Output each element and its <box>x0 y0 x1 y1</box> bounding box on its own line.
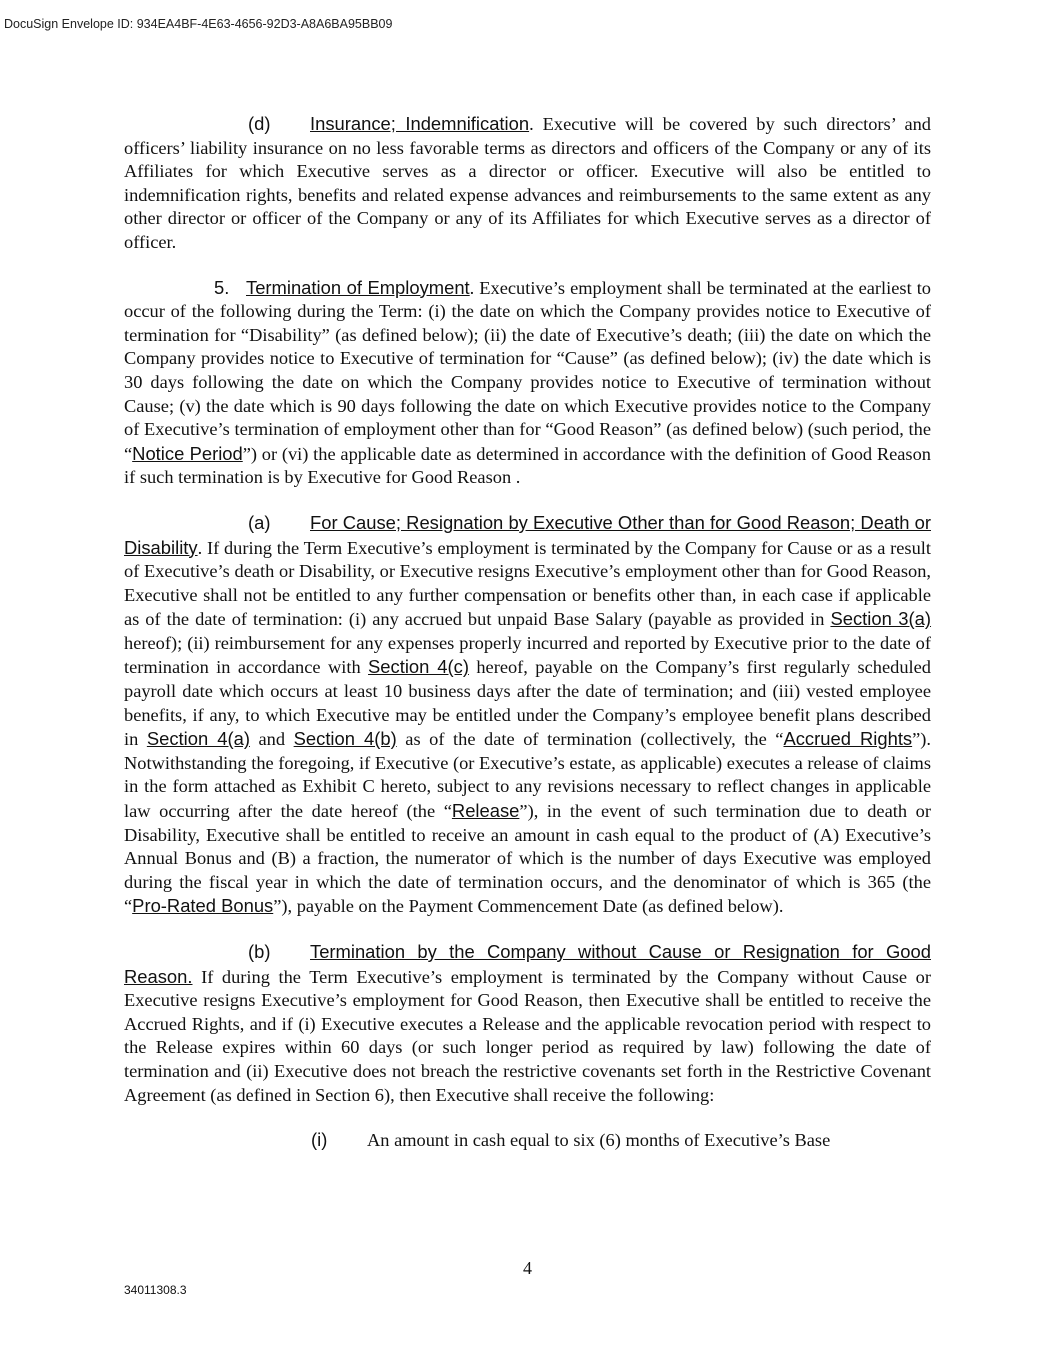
paragraph-heading: Termination by the Company without Cause or Resignation for Good Reason. <box>124 941 931 987</box>
page-number: 4 <box>523 1258 532 1278</box>
section-reference: Section 4(c) <box>368 656 469 678</box>
paragraph-text: If during the Term Executive’s employment is terminated by the Company without Cause or Executive resigns Executive’s employment for Good Reason, then Executive shall be entitled to receive the Accrued Rights, and if (i) Executive executes a Release and the applicable revocation period with respect to the Release expires within 60 days (or such longer period as required by law) following the date of termination and (ii) Executive does not breach the restrictive covenants set forth in the Restrictive Covenant Agreement (as defined in Section 6), then Executive shall receive the following: <box>124 966 931 1105</box>
paragraph-text: ”), in the event of such termination due to death or Disability, Executive shall be entitled to receive an amount in cash equal to the product of (A) Executive’s Annual Bonus and (B) a fraction, the numerator of which is the number of days Executive was employed during the fiscal year in which the date of termination occurs, and the denominator of which is 365 (the “ <box>124 801 931 917</box>
section-heading: Termination of Employment <box>246 276 470 298</box>
defined-term: Accrued Rights <box>783 728 913 750</box>
paragraph-text: hereof, payable on the Company’s first regularly scheduled payroll date which occurs at least 10 business days after the date of termination; and (iii) vested employee benefits, if any, to which Executive may be entitled under the Company’s employee benefit plans described in <box>124 657 931 750</box>
section-reference: Section 3(a) <box>830 608 932 630</box>
paragraph-text: ”). Notwithstanding the foregoing, if Executive (or Executive’s estate, as applicable) executes a release of claims in the form attached as Exhibit C hereto, subject to any revisions necessary to reflect changes in applicable law occurring after the date hereof (the “ <box>124 729 932 822</box>
sub-paragraph-label: (i) <box>311 1129 328 1151</box>
document-number: 34011308.3 <box>124 1283 187 1297</box>
paragraph-label: (b) <box>248 941 271 962</box>
paragraph-text: . If during the Term Executive’s employment is terminated by the Company for Cause or as a result of Executive’s death or Disability, or Executive resigns Executive’s employment other than for Good Reason, Executive shall not be entitled to any further compensation or benefits other than, in each case if applicable as of the date of termination: (i) any accrued but unpaid Base Salary (payable as provided in <box>124 537 931 630</box>
paragraph-label: (d) <box>248 113 271 134</box>
paragraph-5b <box>124 940 931 1107</box>
paragraph-text: An amount in cash equal to six (6) months of Executive’s Base <box>367 1130 831 1151</box>
paragraph-text: and <box>249 729 294 750</box>
paragraph-heading: Insurance; Indemnification <box>310 113 530 134</box>
paragraph-label: (a) <box>248 511 271 533</box>
section-reference: Section 4(a) <box>146 728 250 750</box>
defined-term: Pro-Rated Bonus <box>132 895 274 917</box>
section-number: 5. <box>214 276 230 298</box>
paragraph-4d <box>124 112 931 255</box>
paragraph-5a <box>124 511 931 919</box>
paragraph-heading: For Cause; Resignation by Executive Other than for Good Reason; Death or Disability <box>124 511 931 558</box>
paragraph-text: . Executive will be covered by such directors’ and officers’ liability insurance on no less favorable terms as directors and officers of the Company or any of its Affiliates for which Executive serves as a director or officer. Executive will also be entitled to indemnification rights, benefits and related expense advances and reimbursements to the same extent as any other director or officer of the Company or any of its Affiliates for which Executive serves as a director of officer. <box>124 114 931 252</box>
document-body <box>124 112 931 1174</box>
envelope-id: DocuSign Envelope ID: 934EA4BF-4E63-4656-92D3-A8A6BA95BB09 <box>4 17 393 31</box>
paragraph-text: . Executive’s employment shall be terminated at the earliest to occur of the following during the Term: (i) the date on which the Company provides notice to Executive of termination for “Disability” (as defined below); (ii) the date of Executive’s death; (iii) the date on which the Company provides notice to Executive of termination for “Cause” (as defined below); (iv) the date which is 30 days following the date on which the Company provides notice to Executive of termination without Cause; (v) the date which is 90 days following the date on which Executive provides notice to the Company of Executive’s termination of employment other than for “Good Reason” (as defined below) (such period, the “ <box>124 277 932 464</box>
section-reference: Section 4(b) <box>293 728 397 750</box>
paragraph-5b-i <box>311 1128 931 1153</box>
defined-term: Notice Period <box>132 442 243 464</box>
paragraph-text: ”), payable on the Payment Commencement Date (as defined below). <box>273 896 784 917</box>
paragraph-5 <box>124 276 931 490</box>
paragraph-text: as of the date of termination (collectively, the “ <box>396 729 784 750</box>
defined-term: Release <box>451 800 520 822</box>
paragraph-text: ”) or (vi) the applicable date as determined in accordance with the definition of Good Reason if such termination is by Executive for Good Reason . <box>124 443 931 488</box>
paragraph-text: hereof); (ii) reimbursement for any expenses properly incurred and reported by Executive prior to the date of termination in accordance with <box>124 632 931 678</box>
